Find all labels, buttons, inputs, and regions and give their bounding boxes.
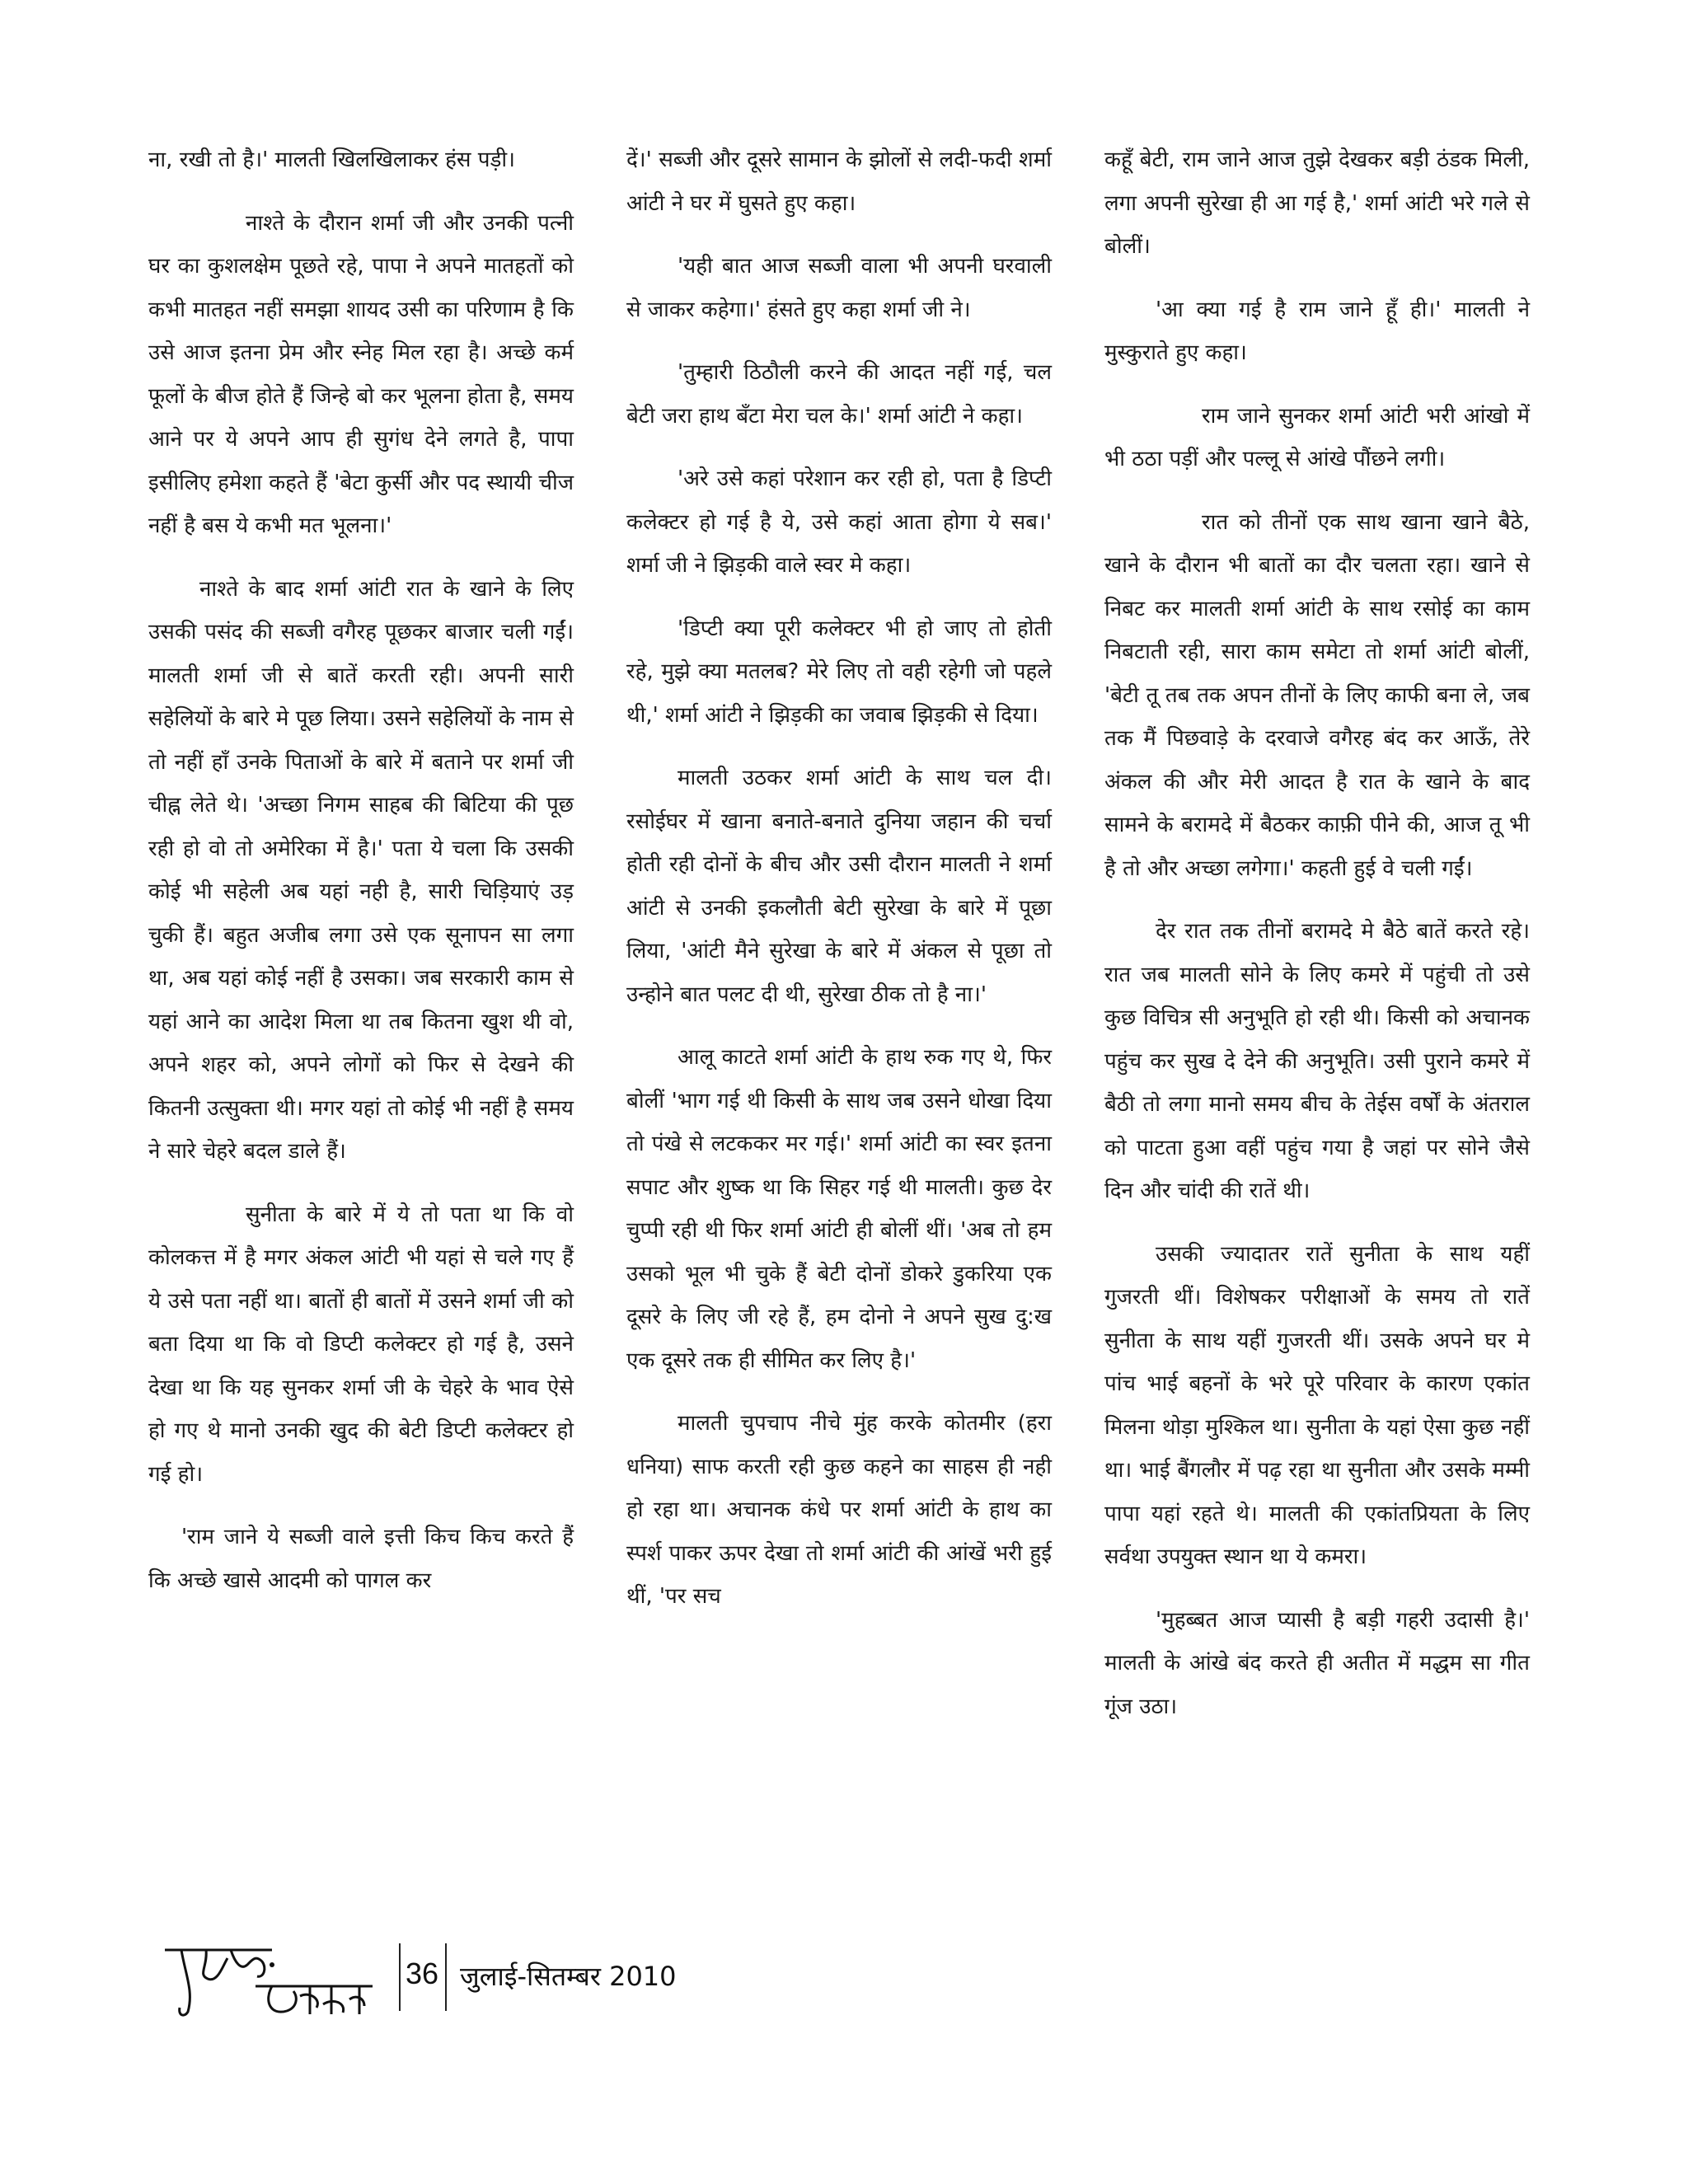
paragraph: मालती चुपचाप नीचे मुंह करके कोतमीर (हरा धनिया) साफ करती रही कुछ कहने का साहस ही नही हो रहा था। अचानक कंधे पर शर्मा आंटी के हाथ का स्पर्श पाकर ऊपर देखा तो शर्मा आंटी की आंखें भरी हुई थीं, 'पर सच (626, 1411, 1052, 1609)
page-footer (148, 1925, 890, 2024)
paragraph: 'आ क्या गई है राम जाने हूँ ही।' मालती ने मुस्कुराते हुए कहा। (1104, 297, 1530, 365)
paragraph: राम जाने सुनकर शर्मा आंटी भरी आंखो में भी ठठा पड़ीं और पल्लू से आंखे पौंछने लगी। (1104, 403, 1530, 471)
paragraph: आलू काटते शर्मा आंटी के हाथ रुक गए थे, फिर बोलीं 'भाग गई थी किसी के साथ जब उसने धोखा दिया तो पंखे से लटककर मर गई।' शर्मा आंटी का स्वर इतना सपाट और शुष्क था कि सिहर गई थी मालती। कुछ देर चुप्पी रही थी फिर शर्मा आंटी ही बोलीं थीं। 'अब तो हम उसको भूल भी चुके हैं बेटी दोनों डोकरे डुकरिया एक दूसरे के लिए जी रहे हैं, हम दोनो ने अपने सुख दु:ख एक दूसरे तक ही सीमित कर लिए है।' (626, 1045, 1052, 1373)
page-number: 36 (406, 1957, 439, 1990)
hindi-chetna-logo (148, 1925, 379, 2024)
footer-divider (445, 1943, 447, 2011)
text-column-1 (148, 138, 574, 1622)
paragraph: 'डिप्टी क्या पूरी कलेक्टर भी हो जाए तो होती रहे, मुझे क्या मतलब? मेरे लिए तो वही रहेगी जो पहले थी,' शर्मा आंटी ने झिड़की का जवाब झिड़की से दिया। (626, 616, 1052, 728)
paragraph: मालती उठकर शर्मा आंटी के साथ चल दी। रसोईघर में खाना बनाते-बनाते दुनिया जहान की चर्चा होती रही दोनों के बीच और उसी दौरान मालती ने शर्मा आंटी से उनकी इकलौती बेटी सुरेखा के बारे में पूछा लिया, 'आंटी मैने सुरेखा के बारे में अंकल से पूछा तो उन्होने बात पलट दी थी, सुरेखा ठीक तो है ना।' (626, 766, 1052, 1007)
paragraph: 'राम जाने ये सब्जी वाले इत्ती किच किच करते हैं कि अच्छे खासे आदमी को पागल कर (148, 1525, 574, 1593)
paragraph: नाश्ते के बाद शर्मा आंटी रात के खाने के लिए उसकी पसंद की सब्जी वगैरह पूछकर बाजार चली गईं। मालती शर्मा जी से बातें करती रही। अपनी सारी सहेलियों के बारे मे पूछ लिया। उसने सहेलियों के नाम से तो नहीं हाँ उनके पिताओं के बारे में बताने पर शर्मा जी चीह्न लेते थे। 'अच्छा निगम साहब की बिटिया की पूछ रही हो वो तो अमेरिका में है।' पता ये चला कि उसकी कोई भी सहेली अब यहां नही है, सारी चिड़ियाएं उड़ चुकी हैं। बहुत अजीब लगा उसे एक सूनापन सा लगा था, अब यहां कोई नहीं है उसका। जब सरकारी काम से यहां आने का आदेश मिला था तब कितना खुश थी वो, अपने शहर को, अपने लोगों को फिर से देखने की कितनी उत्सुक्ता थी। मगर यहां तो कोई भी नहीं है समय ने सारे चेहरे बदल डाले हैं। (148, 576, 574, 1164)
paragraph: 'यही बात आज सब्जी वाला भी अपनी घरवाली से जाकर कहेगा।' हंसते हुए कहा शर्मा जी ने। (626, 254, 1052, 322)
paragraph: देर रात तक तीनों बरामदे मे बैठे बातें करते रहे। रात जब मालती सोने के लिए कमरे में पहुंची तो उसे कुछ विचित्र सी अनुभूति हो रही थी। किसी को अचानक पहुंच कर सुख दे देने की अनुभूति। उसी पुराने कमरे में बैठी तो लगा मानो समय बीच के तेईस वर्षों के अंतराल को पाटता हुआ वहीं पहुंच गया है जहां पर सोने जैसे दिन और चांदी की रातें थी। (1104, 919, 1530, 1203)
paragraph: ना, रखी तो है।' मालती खिलखिलाकर हंस पड़ी। (148, 148, 515, 172)
paragraph: सुनीता के बारे में ये तो पता था कि वो कोलकत्त में है मगर अंकल आंटी भी यहां से चले गए हैं ये उसे पता नहीं था। बातों ही बातों में उसने शर्मा जी को बता दिया था कि वो डिप्टी कलेक्टर हो गई है, उसने देखा था कि यह सुनकर शर्मा जी के चेहरे के भाव ऐसे हो गए थे मानो उनकी खुद की बेटी डिप्टी कलेक्टर हो गई हो। (148, 1202, 574, 1487)
paragraph: नाश्ते के दौरान शर्मा जी और उनकी पत्नी घर का कुशलक्षेम पूछते रहे, पापा ने अपने मातहतों को कभी मातहत नहीं समझा शायद उसी का परिणाम है कि उसे आज इतना प्रेम और स्नेह मिल रहा है। अच्छे कर्म फूलों के बीज होते हैं जिन्हे बो कर भूलना होता है, समय आने पर ये अपने आप ही सुगंध देने लगते है, पापा इसीलिए हमेशा कहते हैं 'बेटा कुर्सी और पद स्थायी चीज नहीं है बस ये कभी मत भूलना।' (148, 210, 574, 538)
issue-date: जुलाई-सितम्बर 2010 (460, 1961, 677, 1992)
paragraph: 'अरे उसे कहां परेशान कर रही हो, पता है डिप्टी कलेक्टर हो गई है ये, उसे कहां आता होगा ये सब।' शर्मा जी ने झिड़की वाले स्वर मे कहा। (626, 466, 1052, 578)
footer-divider (399, 1943, 401, 2011)
paragraph: 'मुहब्बत आज प्यासी है बड़ी गहरी उदासी है।' मालती के आंखे बंद करते ही अतीत में मद्धम सा गीत गूंज उठा। (1104, 1607, 1530, 1719)
paragraph: दें।' सब्जी और दूसरे सामान के झोलों से लदी-फदी शर्मा आंटी ने घर में घुसते हुए कहा। (626, 148, 1052, 216)
paragraph: रात को तीनों एक साथ खाना खाने बैठे, खाने के दौरान भी बातों का दौर चलता रहा। खाने से निबट कर मालती शर्मा आंटी के साथ रसोई का काम निबटाती रही, सारा काम समेटा तो शर्मा आंटी बोलीं, 'बेटी तू तब तक अपन तीनों के लिए काफी बना ले, जब तक मैं पिछवाड़े के दरवाजे वगैरह बंद कर आऊँ, तेरे अंकल की और मेरी आदत है रात के खाने के बाद सामने के बरामदे में बैठकर काफ़ी पीने की, आज तू भी है तो और अच्छा लगेगा।' कहती हुई वे चली गईं। (1104, 509, 1530, 881)
paragraph: कहूँ बेटी, राम जाने आज तुझे देखकर बड़ी ठंडक मिली, लगा अपनी सुरेखा ही आ गई है,' शर्मा आंटी भरे गले से बोलीं। (1104, 148, 1530, 259)
text-column-3 (1104, 138, 1530, 1748)
text-column-2 (626, 138, 1052, 1638)
paragraph: 'तुम्हारी ठिठौली करने की आदत नहीं गई, चल बेटी जरा हाथ बँटा मेरा चल के।' शर्मा आंटी ने कहा। (626, 360, 1052, 429)
paragraph: उसकी ज्यादातर रातें सुनीता के साथ यहीं गुजरती थीं। विशेषकर परीक्षाओं के समय तो रातें सुनीता के साथ यहीं गुजरती थीं। उसके अपने घर मे पांच भाई बहनों के भरे पूरे परिवार के कारण एकांत मिलना थोड़ा मुश्किल था। सुनीता के यहां ऐसा कुछ नहीं था। भाई बैंगलौर में पढ़ रहा था सुनीता और उसके मम्मी पापा यहां रहते थे। मालती की एकांतप्रियता के लिए सर्वथा उपयुक्त स्थान था ये कमरा। (1104, 1241, 1530, 1569)
